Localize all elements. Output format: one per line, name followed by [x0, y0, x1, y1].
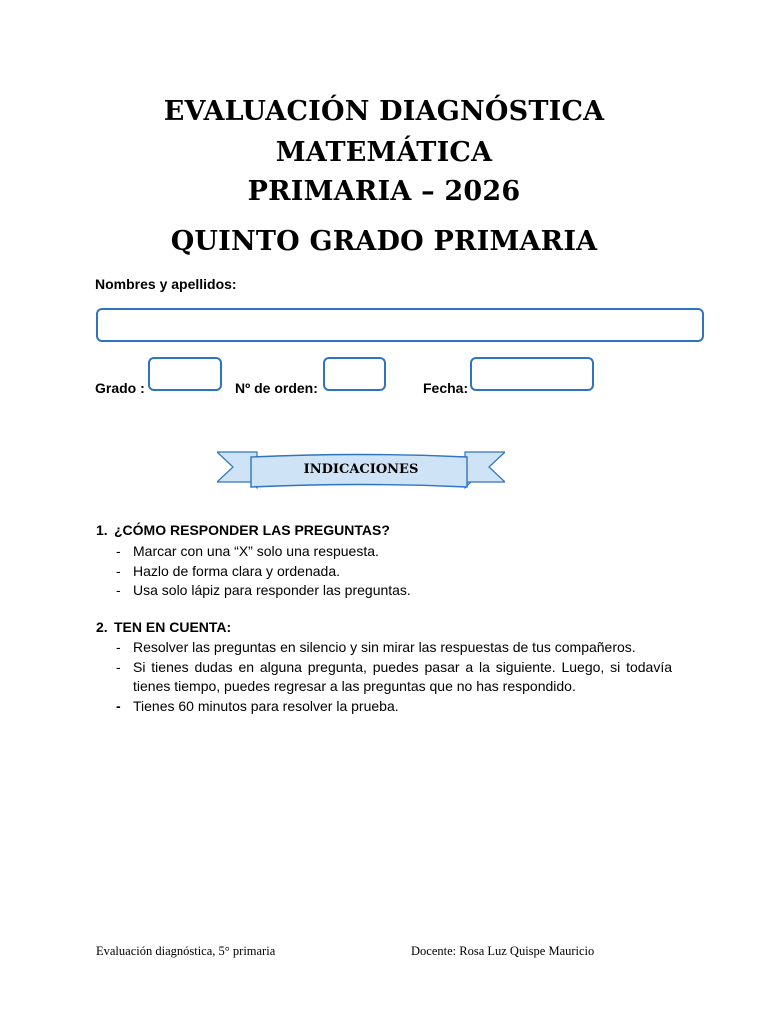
- footer-right: Docente: Rosa Luz Quispe Mauricio: [411, 944, 595, 958]
- list-item: - Marcar con una “X” solo una respuesta.: [116, 543, 379, 559]
- order-field[interactable]: [323, 357, 386, 391]
- list-item: - Usa solo lápiz para responder las preguntas.: [116, 582, 411, 598]
- section-1-heading: [96, 522, 390, 538]
- section-2-title: TEN EN CUENTA:: [114, 619, 232, 635]
- footer-left: Evaluación diagnóstica, 5° primaria: [96, 944, 276, 958]
- title-line-1: EVALUACIÓN DIAGNÓSTICA: [163, 96, 605, 127]
- section-2-list: [116, 638, 672, 716]
- list-item: - Resolver las preguntas en silencio y sin mirar las respuestas de tus compañeros.: [116, 639, 636, 655]
- banner-label: INDICACIONES: [303, 462, 419, 477]
- title-line-3: PRIMARIA – 2026: [247, 176, 521, 207]
- name-label: Nombres y apellidos:: [95, 276, 237, 292]
- section-1-title: ¿CÓMO RESPONDER LAS PREGUNTAS?: [114, 522, 390, 538]
- grade-label: Grado :: [95, 380, 145, 396]
- name-field[interactable]: [96, 308, 704, 342]
- section-1-number: 1.: [96, 522, 108, 538]
- list-item: - Si tienes dudas en alguna pregunta, puedes pasar a la siguiente. Luego, si todavía tienes tiempo, puedes regresar a las preguntas que no has respondido.: [116, 658, 672, 694]
- list-item: - Tienes 60 minutos para resolver la prueba.: [116, 697, 399, 714]
- date-label: Fecha:: [423, 380, 469, 396]
- section-2-heading: [96, 619, 231, 635]
- title-line-2: MATEMÁTICA: [275, 137, 493, 168]
- section-2-number: 2.: [96, 619, 108, 635]
- grade-field[interactable]: [148, 357, 222, 391]
- section-1-list: [116, 542, 672, 601]
- grade-title: QUINTO GRADO PRIMARIA: [170, 226, 598, 257]
- order-label: Nº de orden:: [235, 380, 318, 396]
- date-field[interactable]: [470, 357, 594, 391]
- list-item: - Hazlo de forma clara y ordenada.: [116, 562, 340, 579]
